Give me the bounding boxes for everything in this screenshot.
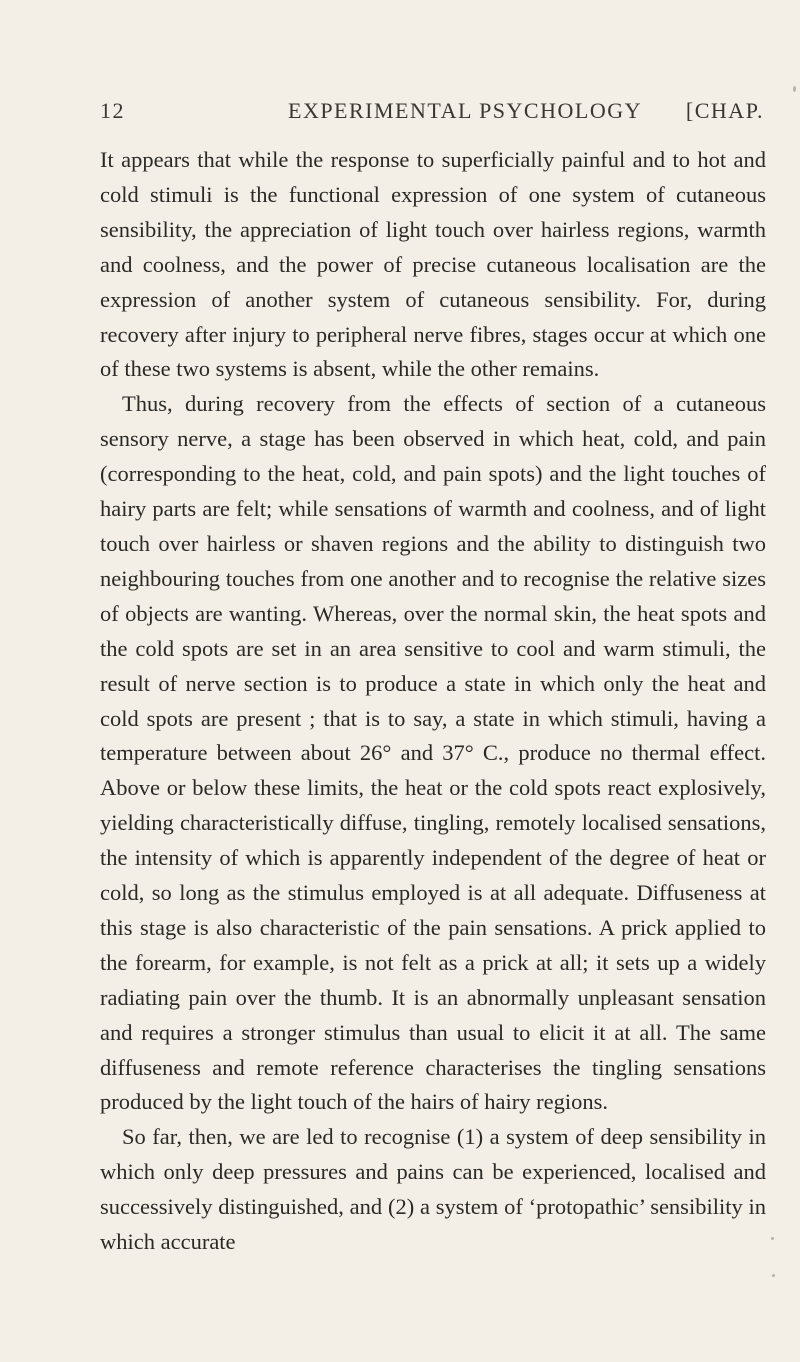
body-text <box>100 143 766 1260</box>
paper-speck <box>772 1274 775 1277</box>
running-head <box>100 98 764 128</box>
paragraph: It appears that while the response to superficially painful and to hot and cold stimuli is the functional expression of one system of cutaneous sensibility, the appreciation of light touch over hairless regions, warmth and coolness, and the power of precise cutaneous localisation are the expression of another system of cutaneous sensibility. For, during recovery after injury to peripheral nerve fibres, stages occur at which one of these two systems is absent, while the other remains. <box>100 147 766 382</box>
paragraph: So far, then, we are led to recognise (1) a system of deep sensibility in which only deep pressures and pains can be experienced, localised and successively distinguished, and (2) a system of ‘protopathic’ sensibility in which accurate <box>100 1124 766 1255</box>
chapter-marker: [CHAP. <box>685 98 764 123</box>
running-title: EXPERIMENTAL PSYCHOLOGY <box>288 98 642 123</box>
paper-speck <box>771 1237 774 1240</box>
paragraph: Thus, during recovery from the effects of section of a cutaneous sensory nerve, a stage has been observed in which heat, cold, and pain (corresponding to the heat, cold, and pain spots) and the light touches of hairy parts are felt; while sensations of warmth and coolness, and of light touch over hairless or shaven regions and the ability to distinguish two neighbouring touches from one another and to recognise the relative sizes of objects are wanting. Whereas, over the normal skin, the heat spots and the cold spots are set in an area sensitive to cool and warm stimuli, the result of nerve section is to produce a state in which only the heat and cold spots are present ; that is to say, a state in which stimuli, having a temperature between about 26° and 37° C., produce no thermal effect. Above or below these limits, the heat or the cold spots react explosively, yielding characteristically diffuse, tingling, remotely localised sensations, the intensity of which is apparently independent of the degree of heat or cold, so long as the stimulus employed is at all adequate. Diffuseness at this stage is also characteristic of the pain sensations. A prick applied to the forearm, for example, is not felt as a prick at all; it sets up a widely radiating pain over the thumb. It is an abnormally unpleasant sensation and requires a stronger stimulus than usual to elicit it at all. The same diffuseness and remote reference characterises the tingling sensations produced by the light touch of the hairs of hairy regions. <box>100 391 766 1115</box>
page-number: 12 <box>100 98 125 123</box>
paper-speck <box>793 86 796 92</box>
